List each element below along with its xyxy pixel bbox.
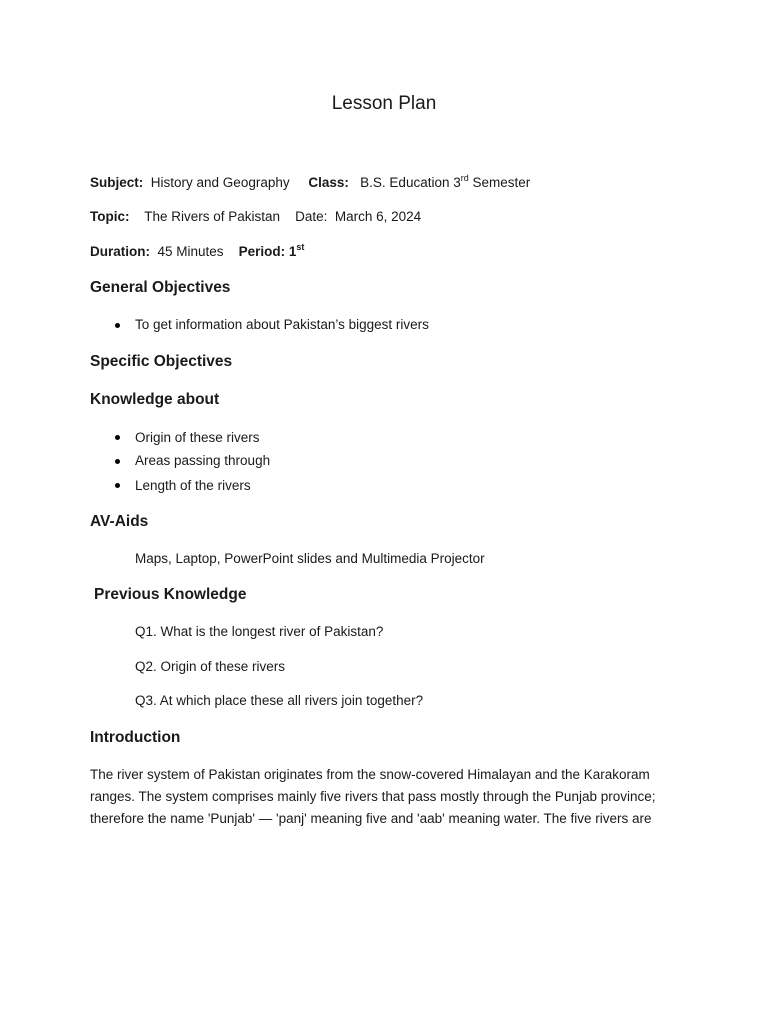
page-title: Lesson Plan <box>331 93 437 114</box>
bullet-icon <box>115 323 120 328</box>
meta-topic-date <box>90 209 421 224</box>
period-label: Period: 1 <box>238 244 297 259</box>
question-item: Q1. What is the longest river of Pakistan? <box>135 624 384 639</box>
av-aids-heading: AV-Aids <box>90 513 149 530</box>
subject-label: Subject: <box>90 175 144 190</box>
topic-label: Topic: <box>90 209 130 224</box>
knowledge-item: Origin of these rivers <box>135 430 260 445</box>
subject-value: History and Geography <box>150 175 290 190</box>
class-suffix: Semester <box>468 175 531 190</box>
class-value: B.S. Education 3 <box>360 175 461 190</box>
introduction-paragraph <box>90 764 680 830</box>
meta-duration-period <box>90 244 304 259</box>
question-item: Q3. At which place these all rivers join together? <box>135 693 424 708</box>
period-superscript: st <box>296 242 305 252</box>
class-label: Class: <box>308 175 349 190</box>
previous-knowledge-heading: Previous Knowledge <box>94 586 247 603</box>
introduction-heading: Introduction <box>90 729 181 746</box>
duration-label: Duration: <box>90 244 150 259</box>
date-value: March 6, 2024 <box>334 209 422 224</box>
bullet-icon <box>115 459 120 464</box>
date-label: Date: <box>295 209 328 224</box>
bullet-icon <box>115 483 120 488</box>
av-aids-text: Maps, Laptop, PowerPoint slides and Multimedia Projector <box>135 551 485 566</box>
class-superscript: rd <box>460 173 469 183</box>
introduction-line: The river system of Pakistan originates from the snow-covered Himalayan and the Karakoram <box>90 767 650 782</box>
introduction-line: ranges. The system comprises mainly five rivers that pass mostly through the Punjab province; <box>90 789 656 804</box>
meta-subject-class <box>90 175 530 190</box>
bullet-icon <box>115 435 120 440</box>
general-objectives-heading: General Objectives <box>90 279 231 296</box>
knowledge-about-heading: Knowledge about <box>90 391 220 408</box>
knowledge-item: Length of the rivers <box>135 478 251 493</box>
topic-value: The Rivers of Pakistan <box>144 209 281 224</box>
knowledge-item: Areas passing through <box>135 453 271 468</box>
general-objective-item: To get information about Pakistan’s biggest rivers <box>135 317 429 332</box>
introduction-line: therefore the name 'Punjab' — 'panj' meaning five and 'aab' meaning water. The five rivers are <box>90 811 652 826</box>
duration-value: 45 Minutes <box>157 244 224 259</box>
question-item: Q2. Origin of these rivers <box>135 659 286 674</box>
specific-objectives-heading: Specific Objectives <box>90 353 233 370</box>
